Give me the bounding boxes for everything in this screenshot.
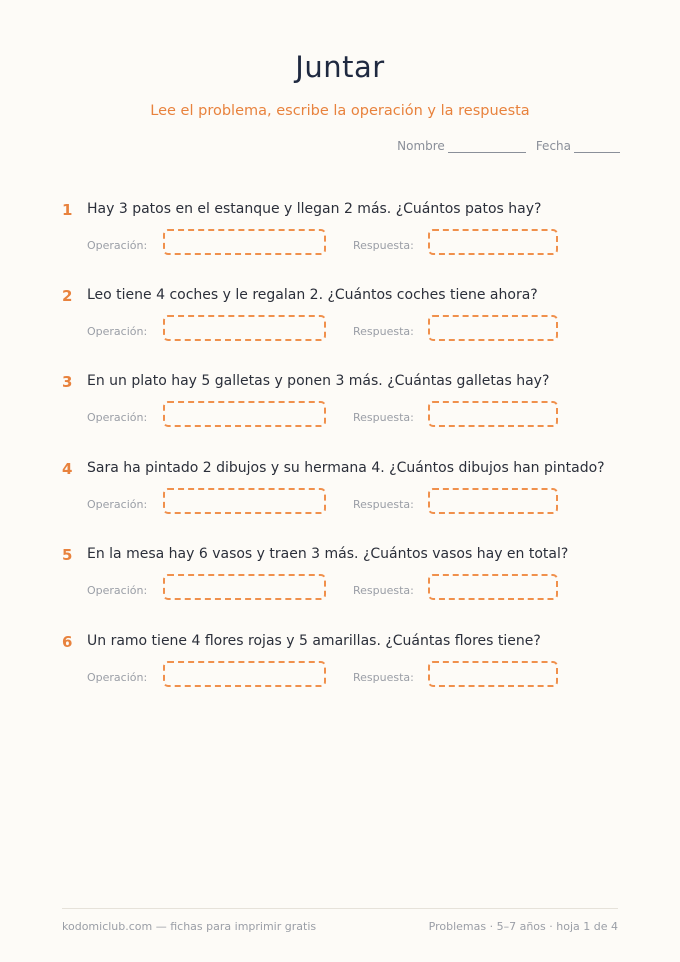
operation-label: Operación: xyxy=(87,671,148,684)
answer-box[interactable] xyxy=(428,401,558,427)
date-field[interactable] xyxy=(574,141,620,153)
operation-box[interactable] xyxy=(163,661,326,687)
problem-item xyxy=(62,373,632,453)
date-label: Fecha xyxy=(535,139,571,153)
operation-label: Operación: xyxy=(87,411,148,424)
footer-divider xyxy=(62,908,618,909)
answer-label: Respuesta: xyxy=(353,239,414,252)
problem-number: 6 xyxy=(62,633,73,651)
operation-box[interactable] xyxy=(163,574,326,600)
operation-box[interactable] xyxy=(163,229,326,255)
problem-number: 4 xyxy=(62,460,73,478)
answer-label: Respuesta: xyxy=(353,584,414,597)
answer-label: Respuesta: xyxy=(353,325,414,338)
operation-label: Operación: xyxy=(87,584,148,597)
page-title: Juntar xyxy=(295,50,385,84)
problem-item xyxy=(62,633,632,713)
problem-text: Un ramo tiene 4 flores rojas y 5 amarillas. ¿Cuántas flores tiene? xyxy=(87,633,541,649)
footer-page-info: Problemas · 5–7 años · hoja 1 de 4 xyxy=(428,920,618,933)
problem-item xyxy=(62,287,632,367)
problem-text: En la mesa hay 6 vasos y traen 3 más. ¿Cuántos vasos hay en total? xyxy=(87,546,569,562)
student-info xyxy=(397,139,620,153)
problem-text: Leo tiene 4 coches y le regalan 2. ¿Cuántos coches tiene ahora? xyxy=(87,287,538,303)
problem-item xyxy=(62,201,632,281)
page-subtitle: Lee el problema, escribe la operación y la respuesta xyxy=(150,103,530,119)
problem-number: 5 xyxy=(62,546,73,564)
problem-number: 3 xyxy=(62,373,73,391)
answer-box[interactable] xyxy=(428,661,558,687)
problem-number: 1 xyxy=(62,201,73,219)
answer-box[interactable] xyxy=(428,315,558,341)
problem-item xyxy=(62,546,632,626)
operation-box[interactable] xyxy=(163,315,326,341)
problem-text: Sara ha pintado 2 dibujos y su hermana 4. ¿Cuántos dibujos han pintado? xyxy=(87,460,605,476)
operation-box[interactable] xyxy=(163,488,326,514)
operation-label: Operación: xyxy=(87,239,148,252)
problem-text: Hay 3 patos en el estanque y llegan 2 más. ¿Cuántos patos hay? xyxy=(87,201,542,217)
answer-label: Respuesta: xyxy=(353,498,414,511)
operation-label: Operación: xyxy=(87,498,148,511)
answer-label: Respuesta: xyxy=(353,411,414,424)
footer-site: kodomiclub.com — fichas para imprimir gratis xyxy=(62,920,317,933)
answer-label: Respuesta: xyxy=(353,671,414,684)
problem-item xyxy=(62,460,632,540)
problem-number: 2 xyxy=(62,287,73,305)
operation-label: Operación: xyxy=(87,325,148,338)
answer-box[interactable] xyxy=(428,574,558,600)
operation-box[interactable] xyxy=(163,401,326,427)
name-field[interactable] xyxy=(448,141,526,153)
problem-text: En un plato hay 5 galletas y ponen 3 más. ¿Cuántas galletas hay? xyxy=(87,373,550,389)
answer-box[interactable] xyxy=(428,488,558,514)
name-label: Nombre xyxy=(397,139,445,153)
answer-box[interactable] xyxy=(428,229,558,255)
